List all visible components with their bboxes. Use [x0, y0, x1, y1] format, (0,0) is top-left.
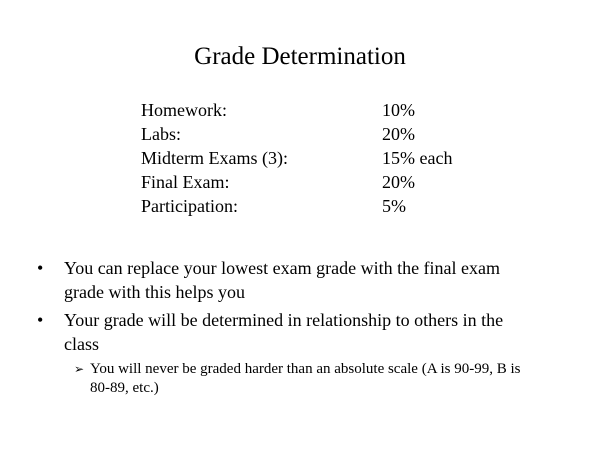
grade-value: 20% [382, 124, 415, 144]
bullet-marker: • [37, 258, 44, 278]
grade-label: Homework: [141, 100, 227, 120]
grade-value: 20% [382, 172, 415, 192]
grade-value: 15% each [382, 148, 453, 168]
bullet-text: Your grade will be determined in relationship to others in the class [64, 310, 504, 354]
bullet-list [36, 256, 536, 398]
bullet-item [36, 256, 536, 304]
grade-value: 5% [382, 196, 406, 216]
grade-label: Midterm Exams (3): [141, 148, 288, 168]
grade-label: Labs: [141, 124, 181, 144]
grade-label: Participation: [141, 196, 238, 216]
sub-bullet-text: You will never be graded harder than an absolute scale (A is 90-99, B is 80-89, etc.) [90, 361, 521, 396]
bullet-marker: • [37, 310, 44, 330]
grade-label: Final Exam: [141, 172, 230, 192]
bullet-text: You can replace your lowest exam grade with the final exam grade with this helps you [64, 258, 501, 302]
bullet-item [36, 308, 536, 356]
arrow-bullet-icon: ➢ [74, 362, 85, 376]
sub-bullet-item [74, 360, 540, 398]
grade-value: 10% [382, 100, 415, 120]
slide-title: Grade Determination [194, 43, 406, 70]
